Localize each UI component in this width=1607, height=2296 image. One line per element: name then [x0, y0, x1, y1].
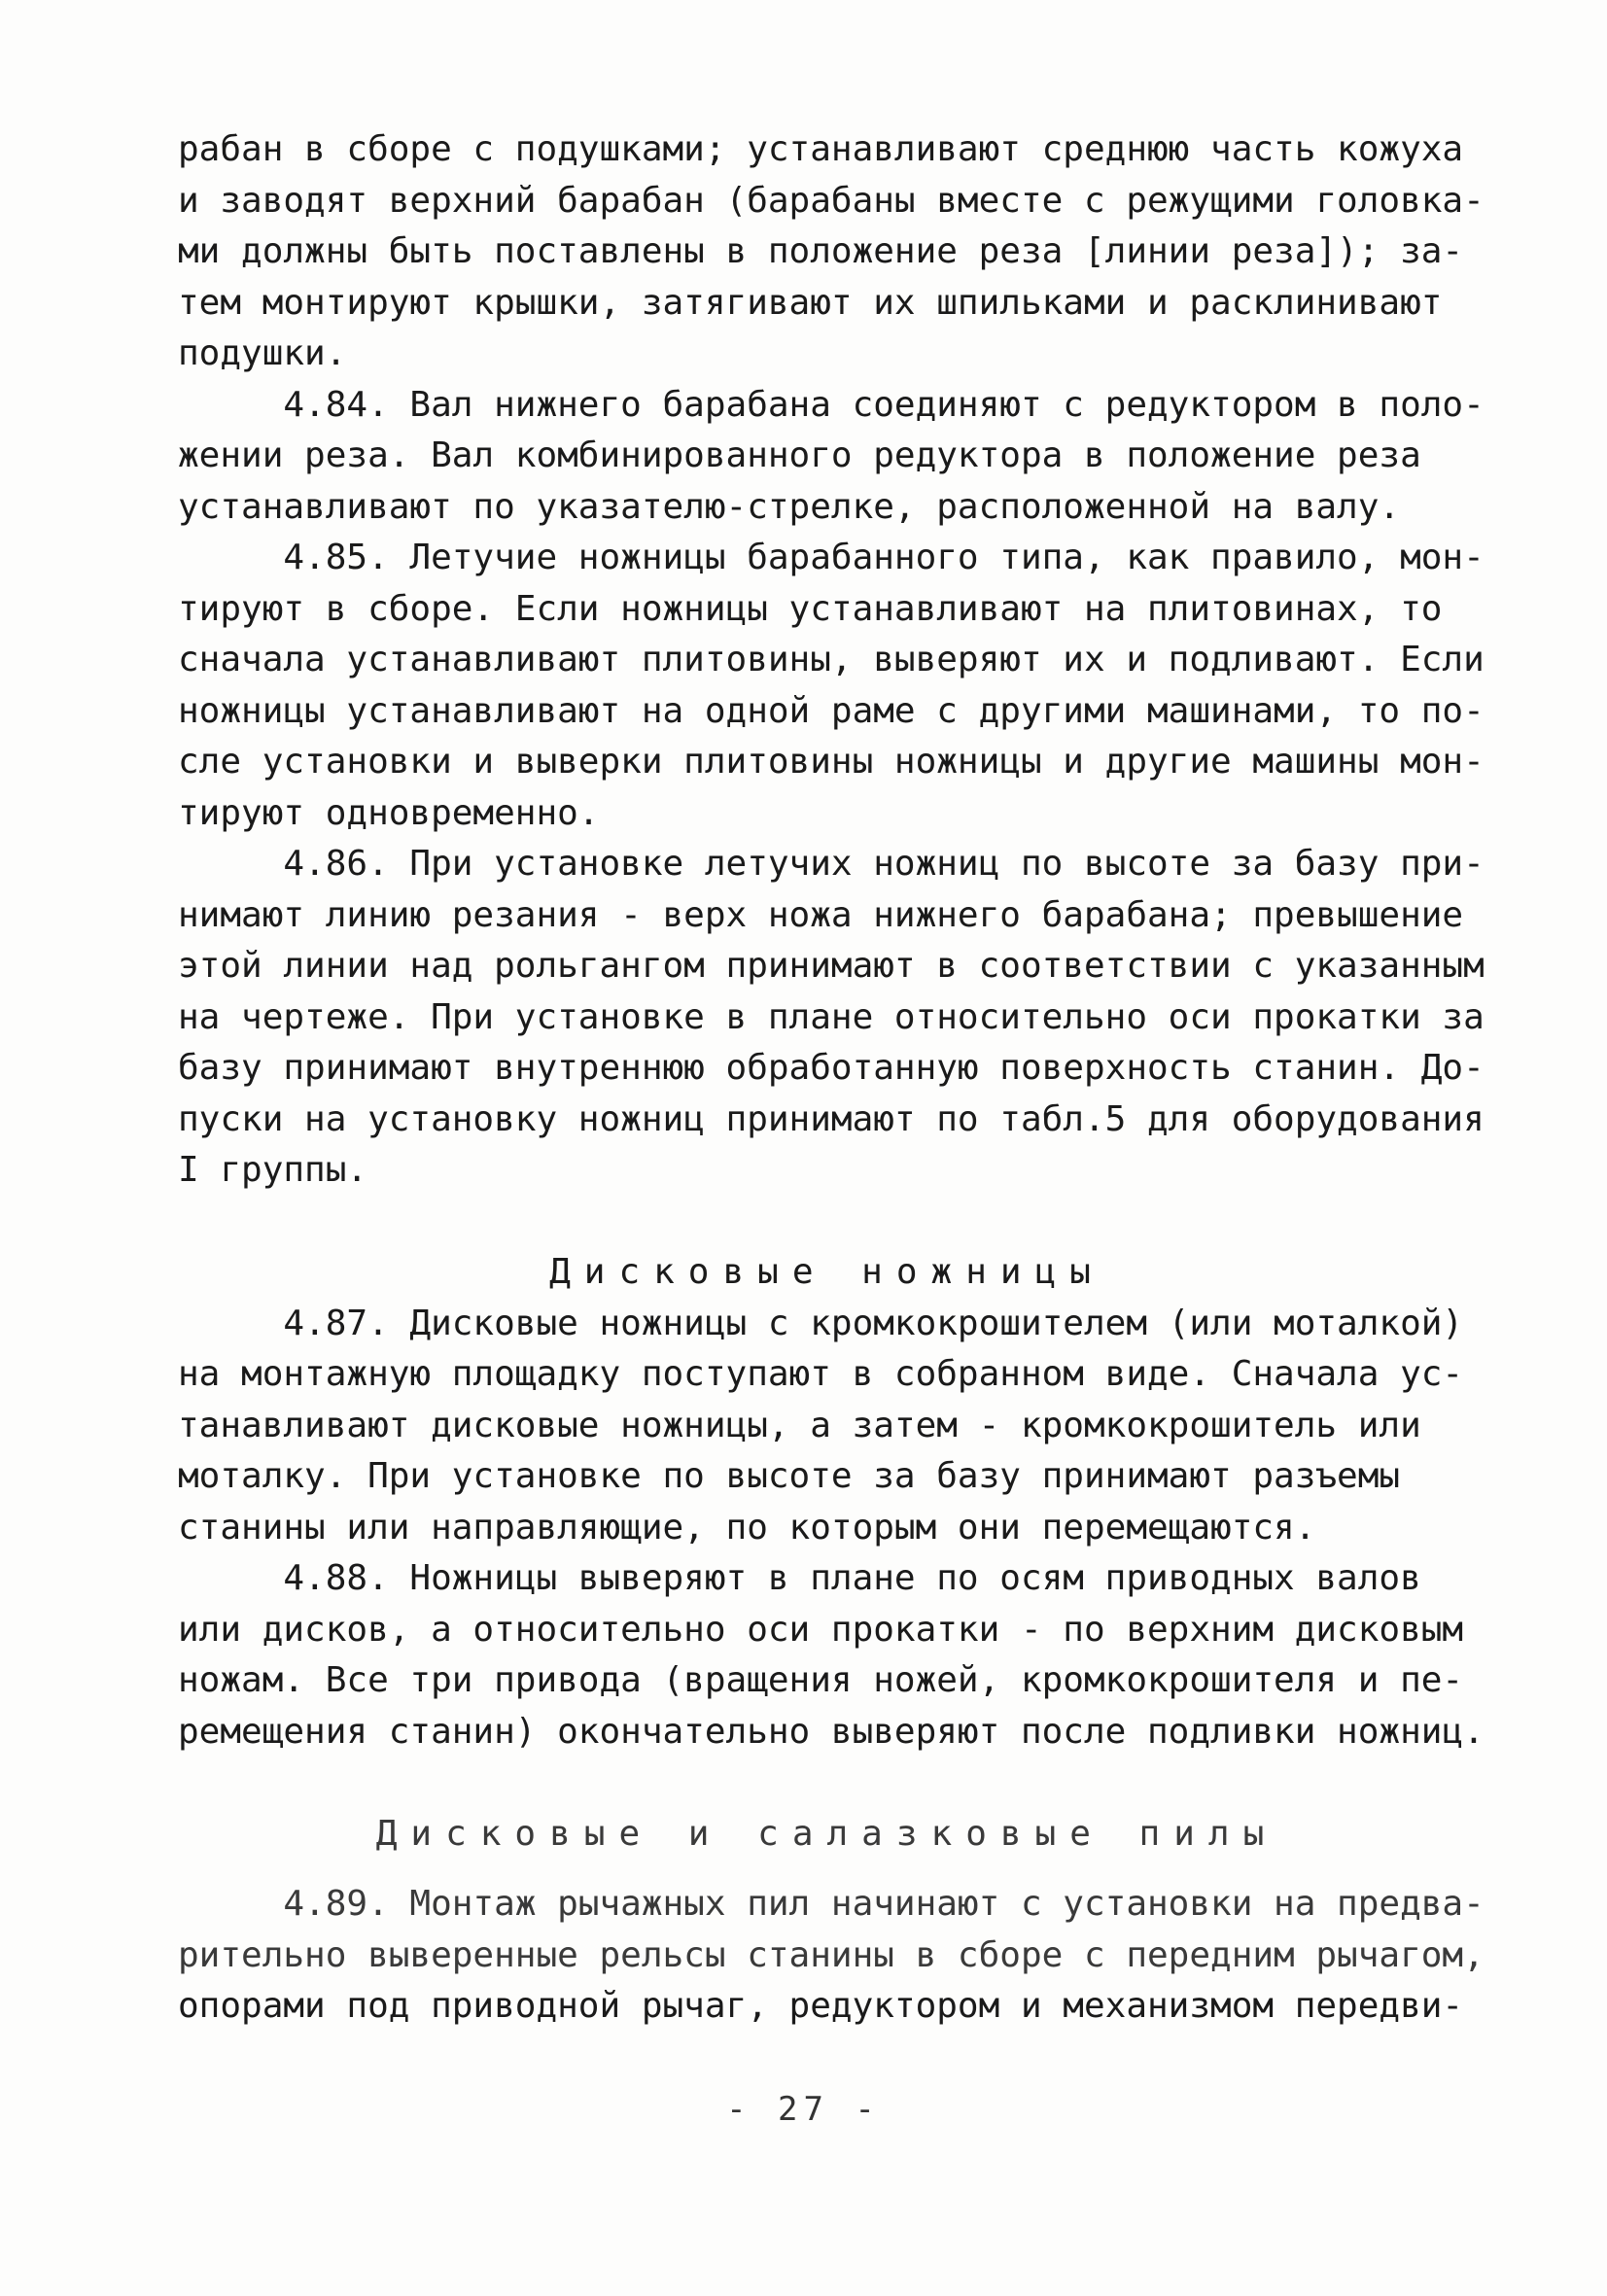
text-line: тируют в сборе. Если ножницы устанавливают на плитовинах, то [178, 588, 1443, 629]
text-line: станины или направляющие, по которым они перемещаются. [178, 1507, 1316, 1548]
text-line: тем монтируют крышки, затягивают их шпильками и расклинивают [178, 282, 1443, 323]
paragraph-4-84: 4.84. Вал нижнего барабана соединяют с редуктором в поло- [178, 384, 1485, 425]
text-line: на чертеже. При установке в плане относительно оси прокатки за [178, 996, 1485, 1037]
text-line: базу принимают внутреннюю обработанную поверхность станин. До- [178, 1048, 1485, 1088]
paragraph-4-85: 4.85. Летучие ножницы барабанного типа, как правило, мон- [178, 538, 1485, 577]
section-heading-saws: Дисковые и салазковые пилы [375, 1813, 1278, 1854]
paragraph-4-87: 4.87. Дисковые ножницы с кромкокрошителем (или моталкой) [178, 1303, 1464, 1343]
text-line: I группы. [178, 1150, 368, 1190]
text-line: моталку. При установке по высоте за базу принимают разъемы [178, 1456, 1401, 1496]
paragraph-4-88: 4.88. Ножницы выверяют в плане по осям приводных валов [178, 1558, 1421, 1598]
text-line: жении реза. Вал комбинированного редуктора в положение реза [178, 435, 1421, 475]
page-number: - 27 - [726, 2090, 881, 2129]
paragraph-4-86: 4.86. При установке летучих ножниц по высоте за базу при- [178, 844, 1485, 884]
text-line: и заводят верхний барабан (барабаны вместе с режущими головка- [178, 180, 1485, 221]
text-line: пуски на установку ножниц принимают по табл.5 для оборудования [178, 1098, 1485, 1139]
text-line: танавливают дисковые ножницы, а затем - кромкокрошитель или [178, 1405, 1421, 1445]
text-line: тируют одновременно. [178, 792, 600, 833]
text-line: ножницы устанавливают на одной раме с другими машинами, то по- [178, 690, 1485, 731]
spacer [178, 1197, 1476, 1248]
spacer [178, 1860, 1476, 1879]
text-line: рабан в сборе с подушками; устанавливают среднюю часть кожуха [178, 129, 1464, 169]
text-line: этой линии над рольгангом принимают в соответствии с указанным [178, 946, 1485, 986]
section-heading-disc-shears: Дисковые ножницы [549, 1252, 1104, 1292]
text-line: опорами под приводной рычаг, редуктором и механизмом передви- [178, 1986, 1464, 2026]
text-line: или дисков, а относительно оси прокатки - по верхним дисковым [178, 1609, 1464, 1650]
body-text [178, 124, 1485, 2033]
text-line: нимают линию резания - верх ножа нижнего барабана; превышение [178, 894, 1464, 935]
text-line: устанавливают по указателю-стрелке, расположенной на валу. [178, 486, 1401, 527]
text-line: ремещения станин) окончательно выверяют после подливки ножниц. [178, 1711, 1485, 1752]
spacer [178, 1757, 1476, 1809]
text-line: подушки. [178, 333, 347, 373]
paragraph-4-89: 4.89. Монтаж рычажных пил начинают с установки на предва- [178, 1884, 1485, 1924]
text-line: сле установки и выверки плитовины ножницы и другие машины мон- [178, 742, 1485, 782]
text-line: сначала устанавливают плитовины, выверяют их и подливают. Если [178, 640, 1485, 679]
text-line: ми должны быть поставлены в положение реза [линии реза]); за- [178, 231, 1464, 271]
text-line: ножам. Все три привода (вращения ножей, кромкокрошителя и пе- [178, 1660, 1464, 1700]
text-line: рительно выверенные рельсы станины в сборе с передним рычагом, [178, 1934, 1485, 1975]
text-line: на монтажную площадку поступают в собранном виде. Сначала ус- [178, 1354, 1464, 1394]
